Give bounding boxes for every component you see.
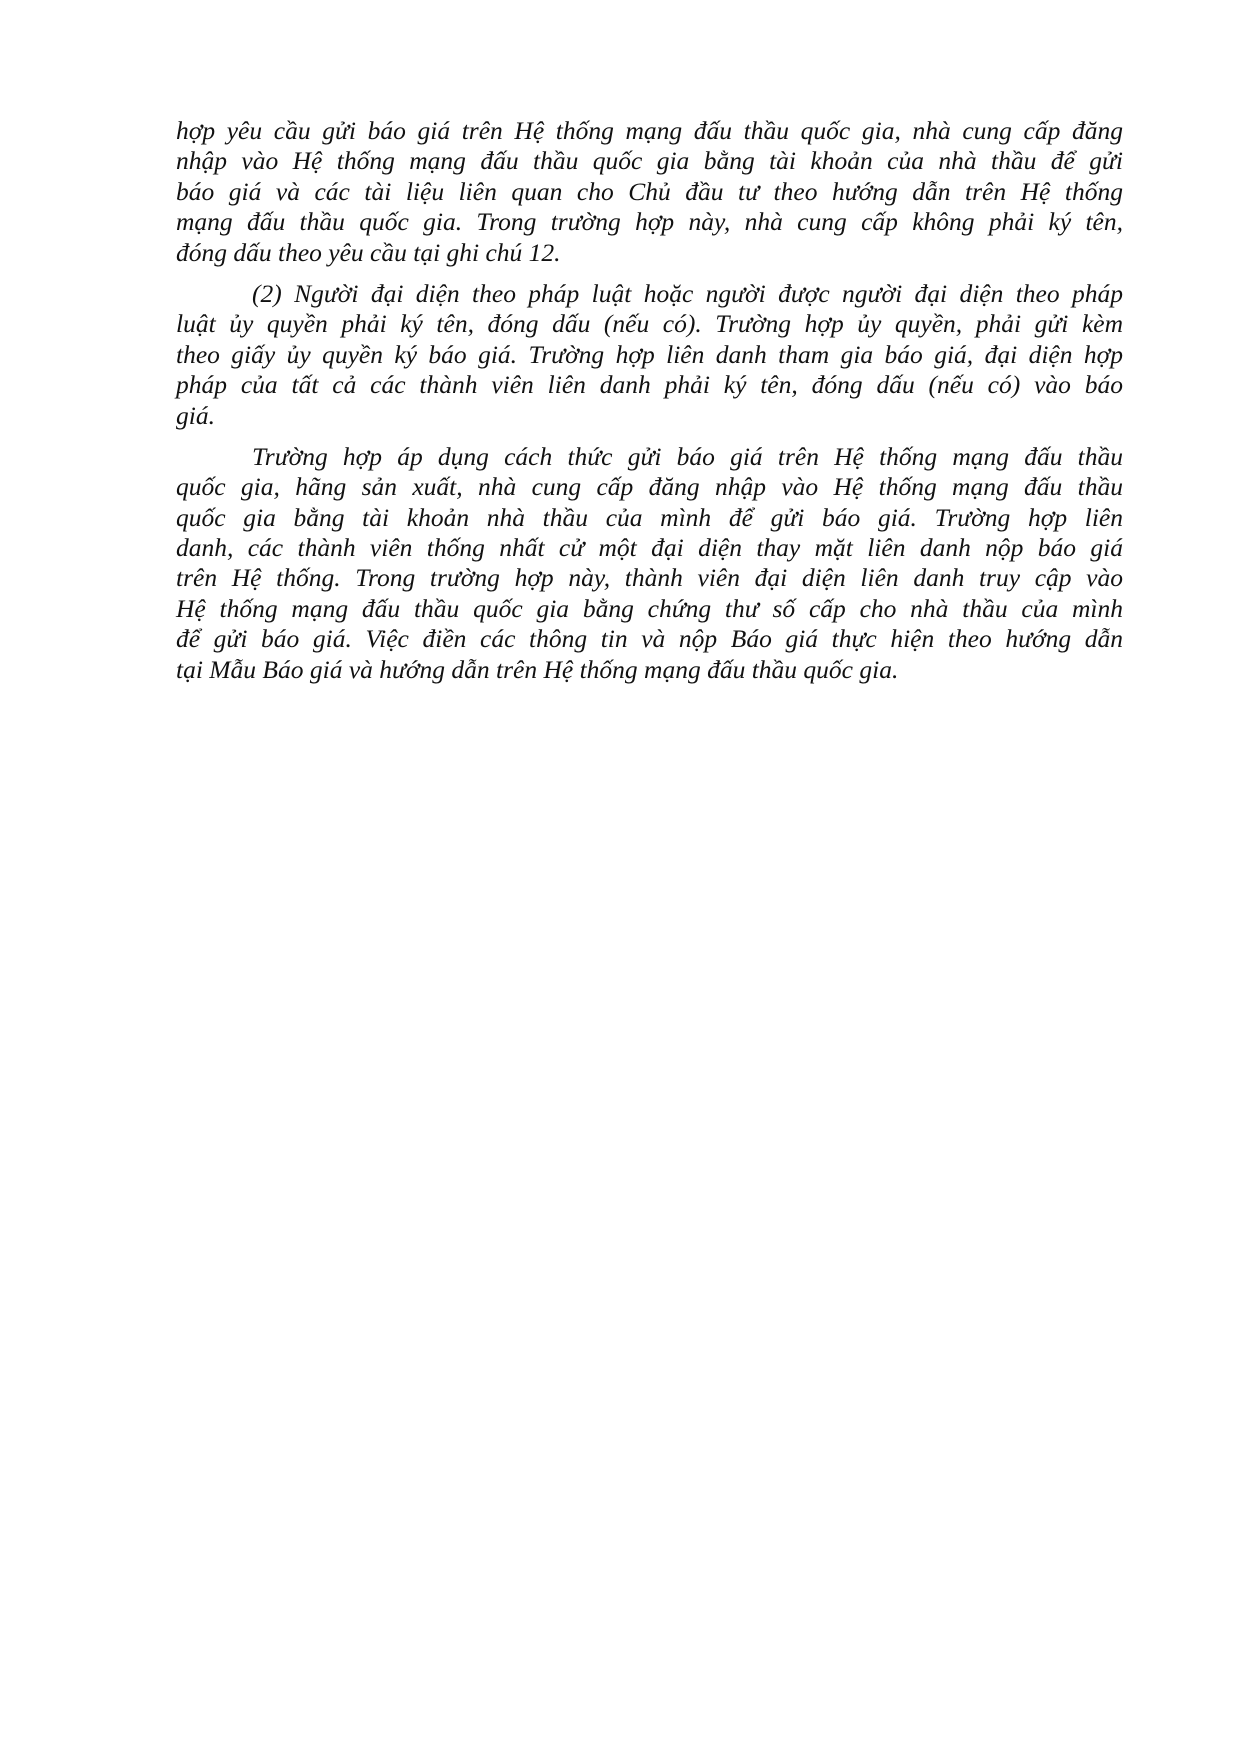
paragraph-online-submission bbox=[176, 442, 1123, 685]
paragraph-continuation bbox=[176, 116, 1123, 268]
paragraph-note-2 bbox=[176, 279, 1123, 431]
text-line: để gửi báo giá. Việc điền các thông tin và nộp Báo giá thực hiện theo hướng dẫn bbox=[176, 624, 1123, 654]
text-line: mạng đấu thầu quốc gia. Trong trường hợp này, nhà cung cấp không phải ký tên, bbox=[176, 207, 1123, 237]
text-line: quốc gia, hãng sản xuất, nhà cung cấp đăng nhập vào Hệ thống mạng đấu thầu bbox=[176, 472, 1123, 502]
text-line: (2) Người đại diện theo pháp luật hoặc người được người đại diện theo pháp bbox=[252, 278, 1123, 308]
text-line: giá. bbox=[176, 400, 215, 430]
text-line: đóng dấu theo yêu cầu tại ghi chú 12. bbox=[176, 237, 561, 267]
text-line: nhập vào Hệ thống mạng đấu thầu quốc gia bằng tài khoản của nhà thầu để gửi bbox=[176, 146, 1123, 176]
text-line: quốc gia bằng tài khoản nhà thầu của mình để gửi báo giá. Trường hợp liên bbox=[176, 502, 1123, 532]
text-line: danh, các thành viên thống nhất cử một đại diện thay mặt liên danh nộp báo giá bbox=[176, 533, 1123, 563]
text-line: báo giá và các tài liệu liên quan cho Chủ đầu tư theo hướng dẫn trên Hệ thống bbox=[176, 176, 1123, 206]
text-line: trên Hệ thống. Trong trường hợp này, thành viên đại diện liên danh truy cập vào bbox=[176, 563, 1123, 593]
text-line: luật ủy quyền phải ký tên, đóng dấu (nếu có). Trường hợp ủy quyền, phải gửi kèm bbox=[176, 309, 1123, 339]
text-line: pháp của tất cả các thành viên liên danh phải ký tên, đóng dấu (nếu có) vào báo bbox=[176, 370, 1123, 400]
text-line: theo giấy ủy quyền ký báo giá. Trường hợp liên danh tham gia báo giá, đại diện hợp bbox=[176, 339, 1123, 369]
text-line: Hệ thống mạng đấu thầu quốc gia bằng chứng thư số cấp cho nhà thầu của mình bbox=[176, 593, 1123, 623]
text-line: hợp yêu cầu gửi báo giá trên Hệ thống mạng đấu thầu quốc gia, nhà cung cấp đăng bbox=[176, 116, 1123, 145]
document-page bbox=[176, 116, 1123, 685]
text-line: Trường hợp áp dụng cách thức gửi báo giá trên Hệ thống mạng đấu thầu bbox=[252, 441, 1123, 471]
text-line: tại Mẫu Báo giá và hướng dẫn trên Hệ thống mạng đấu thầu quốc gia. bbox=[176, 654, 899, 684]
